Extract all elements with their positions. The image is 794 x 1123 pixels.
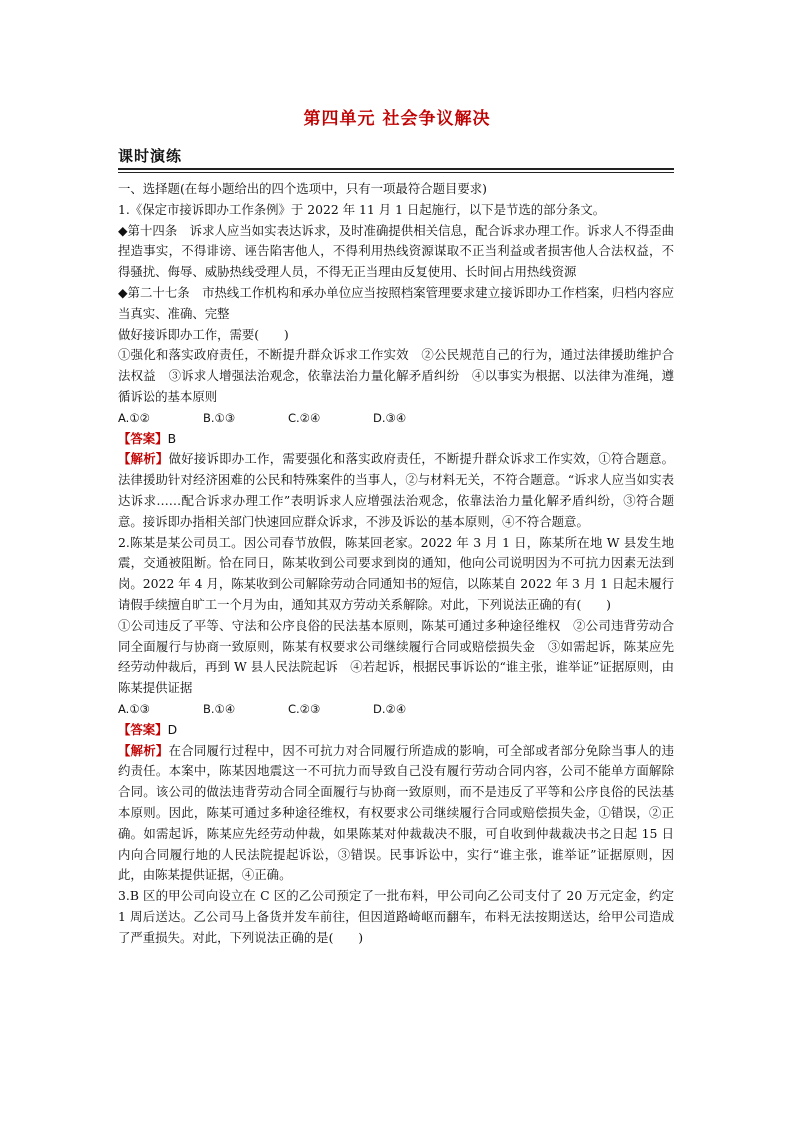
q2-statements: ①公司违反了平等、守法和公序良俗的民法基本原则，陈某可通过多种途径维权 ②公司违背劳动合同全面履行与协商一致原则，陈某有权要求公司继续履行合同或赔偿损失金 ③如需起诉，陈某应先经劳动仲裁后，再到 W 县人民法院起诉 ④若起诉，根据民事诉讼的“谁主张，谁举证”证据原则，由陈某提供证据 <box>118 617 674 696</box>
q2-options <box>118 699 674 720</box>
q2-option-c: C.②③ <box>288 701 321 716</box>
section-heading: 课时演练 <box>118 147 183 165</box>
q1-option-b: B.①③ <box>203 410 236 425</box>
heading-rule-thin <box>118 172 674 173</box>
page-title: 第四单元 社会争议解决 <box>303 109 491 129</box>
heading-rule-thick <box>118 168 674 170</box>
section-intro: 一、选择题(在每小题给出的四个选项中，只有一项最符合题目要求) <box>118 181 487 196</box>
q1-answer-value: B <box>167 430 177 446</box>
q2-stem: 2.陈某是某公司员工。因公司春节放假，陈某回老家。2022 年 3 月 1 日，陈某所在地 W 县发生地震，交通被阻断。恰在同日，陈某收到公司要求到岗的通知，他向公司说明因为不可抗力因素无法到岗。2022 年 4 月，陈某收到公司解除劳动合同通知书的短信，以陈某自 2022 年 3 月 1 日起未履行请假手续擅自旷工一个月为由，通知其双方劳动关系解除。对此，下列说法正确的有( ) <box>118 534 674 612</box>
analysis-tag: 【解析】 <box>118 451 169 467</box>
q1-option-c: C.②④ <box>288 410 321 425</box>
q3-stem: 3.B 区的甲公司向设立在 C 区的乙公司预定了一批布料，甲公司向乙公司支付了 20 万元定金，约定 1 周后送达。乙公司马上备货并发车前往，但因道路崎岖而翻车，布料无法按期送达，给甲公司造成了严重损失。对此，下列说法正确的是( ) <box>118 888 674 945</box>
exercise-body <box>118 179 674 948</box>
analysis-tag: 【解析】 <box>118 742 169 758</box>
q1-article-14: ◆第十四条 诉求人应当如实表达诉求，及时准确提供相关信息，配合诉求办理工作。诉求人不得歪曲捏造事实，不得诽谤、诬告陷害他人，不得利用热线资源谋取不正当利益或者损害他人合法权益，不得骚扰、侮辱、威胁热线受理人员，不得无正当理由反复使用、长时间占用热线资源 <box>118 222 674 280</box>
q1-analysis-text: 做好接诉即办工作，需要强化和落实政府责任，不断提升群众诉求工作实效，①符合题意。法律援助针对经济困难的公民和特殊案件的当事人，②与材料无关，不符合题意。“诉求人应当如实表达诉求……配合诉求办理工作”表明诉求人应增强法治观念，依靠法治力量化解矛盾纠纷，③符合题意。接诉即办指相关部门快速回应群众诉求，不涉及诉讼的基本原则，④不符合题意。 <box>118 451 675 529</box>
q1-question: 做好接诉即办工作，需要( ) <box>118 326 289 342</box>
q1-analysis <box>118 449 674 532</box>
answer-tag: 【答案】 <box>118 721 168 737</box>
q1-options <box>118 408 674 429</box>
q2-option-a: A.①③ <box>118 701 150 716</box>
q2-analysis <box>118 741 674 887</box>
q2-option-b: B.①④ <box>203 701 236 716</box>
q1-answer <box>118 429 674 450</box>
q1-stem: 1.《保定市接诉即办工作条例》于 2022 年 11 月 1 日起施行，以下是节选的部分条文。 <box>118 201 606 217</box>
q1-article-27: ◆第二十七条 市热线工作机构和承办单位应当按照档案管理要求建立接诉即办工作档案，归档内容应当真实、准确、完整 <box>118 284 674 321</box>
q2-answer-value: D <box>167 721 178 737</box>
answer-tag: 【答案】 <box>118 430 168 446</box>
q2-option-d: D.②④ <box>373 701 407 716</box>
q1-option-d: D.③④ <box>373 410 407 425</box>
q1-option-a: A.①② <box>118 410 150 425</box>
q2-analysis-text: 在合同履行过程中，因不可抗力对合同履行所造成的影响，可全部或者部分免除当事人的违约责任。本案中，陈某因地震这一不可抗力而导致自己没有履行劳动合同内容，公司不能单方面解除合同。该公司的做法违背劳动合同全面履行与协商一致原则，而不是违反了平等和公序良俗的民法基本原则。因此，陈某可通过多种途径维权，有权要求公司继续履行合同或赔偿损失金，①错误，②正确。如需起诉，陈某应先经劳动仲裁，如果陈某对仲裁裁决不服，可自收到仲裁裁决书之日起 15 日内向合同履行地的人民法院提起诉讼，③错误。民事诉讼中，实行“谁主张，谁举证”证据原则，因此，由陈某提供证据，④正确。 <box>118 742 675 883</box>
q1-statements: ①强化和落实政府责任，不断提升群众诉求工作实效 ②公民规范自己的行为，通过法律援助维护合法权益 ③诉求人增强法治观念，依靠法治力量化解矛盾纠纷 ④以事实为根据、以法律为准绳，遵循诉讼的基本原则 <box>118 347 674 404</box>
q2-answer <box>118 720 674 741</box>
